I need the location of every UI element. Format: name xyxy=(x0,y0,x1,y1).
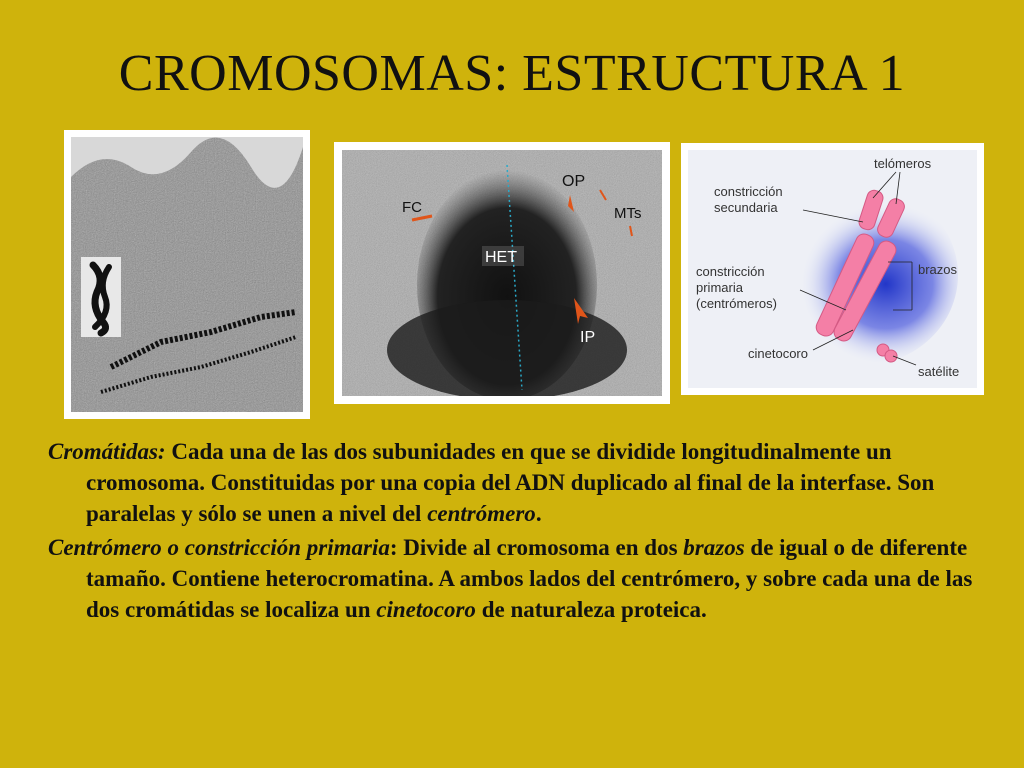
label-mts: MTs xyxy=(614,205,642,222)
label-fc: FC xyxy=(402,199,422,216)
label-ip: IP xyxy=(580,329,596,346)
em-cinetocoro: cinetocoro xyxy=(376,597,476,622)
label-telomeros: telómeros xyxy=(874,156,932,171)
label-constriccion-primaria-3: (centrómeros) xyxy=(696,296,777,311)
paragraph-cromatidas-text-1: Cada una de las dos subunidades en que se dividide longitudinalmente un cromosoma. Constituidas por una copia del ADN duplicado al final de la interfase. Son paralelas y sólo se unen a nivel del xyxy=(86,439,935,526)
labeled-micrograph xyxy=(342,150,662,396)
chromosome-diagram xyxy=(681,143,984,395)
chromosome-diagram-drawing xyxy=(688,150,977,388)
paragraph-centromero xyxy=(48,532,988,625)
paragraph-cromatidas-text-2: . xyxy=(535,501,542,526)
label-cinetocoro: cinetocoro xyxy=(748,346,808,361)
em-brazos: brazos xyxy=(683,535,745,560)
em-centromero: centrómero xyxy=(427,501,536,526)
label-op: OP xyxy=(562,173,586,190)
micrograph-chromatin-texture xyxy=(71,137,303,412)
slide-title: CROMOSOMAS: ESTRUCTURA 1 xyxy=(118,45,906,102)
micrograph-image-1 xyxy=(64,130,310,419)
label-constriccion-primaria-1: constricción xyxy=(696,264,765,279)
label-het: HET xyxy=(485,249,517,266)
label-brazos: brazos xyxy=(918,262,958,277)
label-constriccion-primaria-2: primaria xyxy=(696,280,743,295)
term-centromero: Centrómero o constricción primaria xyxy=(48,535,390,560)
paragraph-centromero-text-1: : Divide al cromosoma en dos xyxy=(389,535,684,560)
paragraph-cromatidas xyxy=(48,436,988,529)
micrograph-image-2 xyxy=(334,142,670,404)
body-text xyxy=(48,436,988,628)
label-satelite: satélite xyxy=(918,364,960,379)
paragraph-centromero-text-2: de igual o de diferente tamaño. Contiene heterocromatina. A ambos lados del centrómero, y sobre cada una de las dos cromátidas se localiza un xyxy=(86,535,973,622)
label-constriccion-secundaria-1: constricción xyxy=(714,184,783,199)
paragraph-centromero-text-3: de naturaleza proteica. xyxy=(475,597,707,622)
label-constriccion-secundaria-2: secundaria xyxy=(714,200,778,215)
term-cromatidas: Cromátidas: xyxy=(48,439,166,464)
